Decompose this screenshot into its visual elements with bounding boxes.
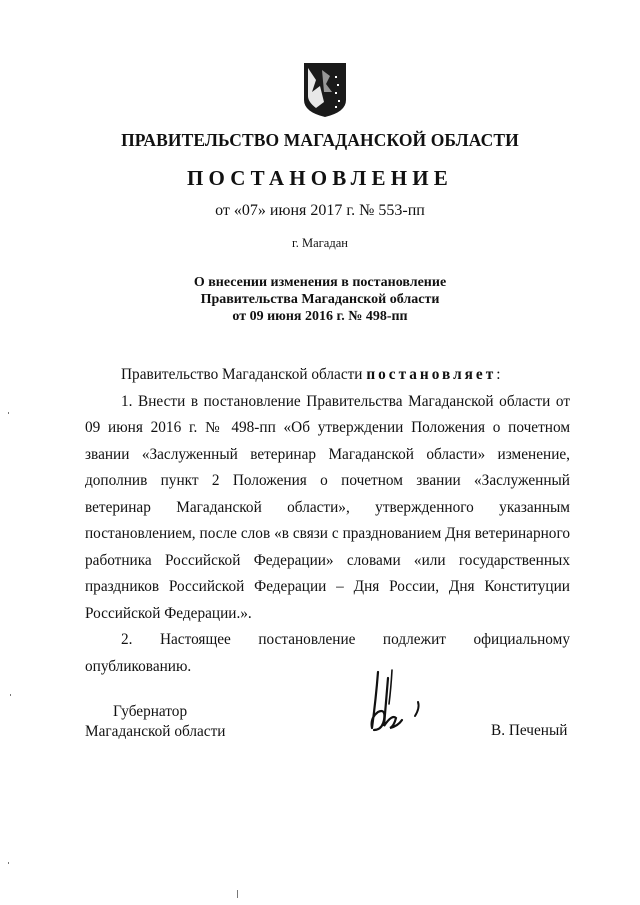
item-2-paragraph: 2. Настоящее постановление подлежит официальному опубликованию.	[85, 631, 570, 675]
document-body	[85, 362, 570, 680]
preamble-text: Правительство Магаданской области	[121, 366, 363, 383]
handwritten-signature	[362, 668, 432, 740]
subject-line: от 09 июня 2016 г. № 498-пп	[232, 309, 408, 324]
preamble-colon: :	[496, 366, 501, 383]
document-city: г. Магадан	[292, 236, 348, 250]
scan-speck	[237, 890, 238, 898]
signer-region: Магаданской области	[85, 723, 226, 740]
subject-line: Правительства Магаданской области	[200, 292, 440, 307]
coat-of-arms-emblem	[302, 62, 348, 118]
scan-speck	[8, 862, 9, 864]
signature-title	[85, 702, 225, 742]
preamble-keyword: постановляет	[366, 366, 497, 383]
document-date-number: от «07» июня 2017 г. № 553-пп	[215, 202, 425, 219]
government-name: ПРАВИТЕЛЬСТВО МАГАДАНСКОЙ ОБЛАСТИ	[121, 130, 519, 150]
signer-name: В. Печеный	[491, 722, 568, 739]
scan-speck	[10, 694, 11, 696]
scan-speck	[8, 412, 9, 414]
document-type-title: ПОСТАНОВЛЕНИЕ	[186, 166, 454, 190]
preamble-paragraph	[85, 362, 570, 389]
subject-line: О внесении изменения в постановление	[193, 275, 447, 290]
signer-position: Губернатор	[113, 703, 188, 720]
document-subject	[0, 274, 640, 325]
item-1-paragraph: 1. Внести в постановление Правительства Магаданской области от 09 июня 2016 г. № 498-пп «Об утверждении Положения о почетном звании «Заслуженный ветеринар Магаданской области» изменение, дополнив пункт 2 Положения о почетном звании «Заслуженный ветеринар Магаданской области», утвержденного указанным постановлением, после слов «в связи с празднованием Дня ветеринарного работника Российской Федерации» словами «или государственных праздников Российской Федерации – Дня России, Дня Конституции Российской Федерации.».	[85, 392, 570, 622]
